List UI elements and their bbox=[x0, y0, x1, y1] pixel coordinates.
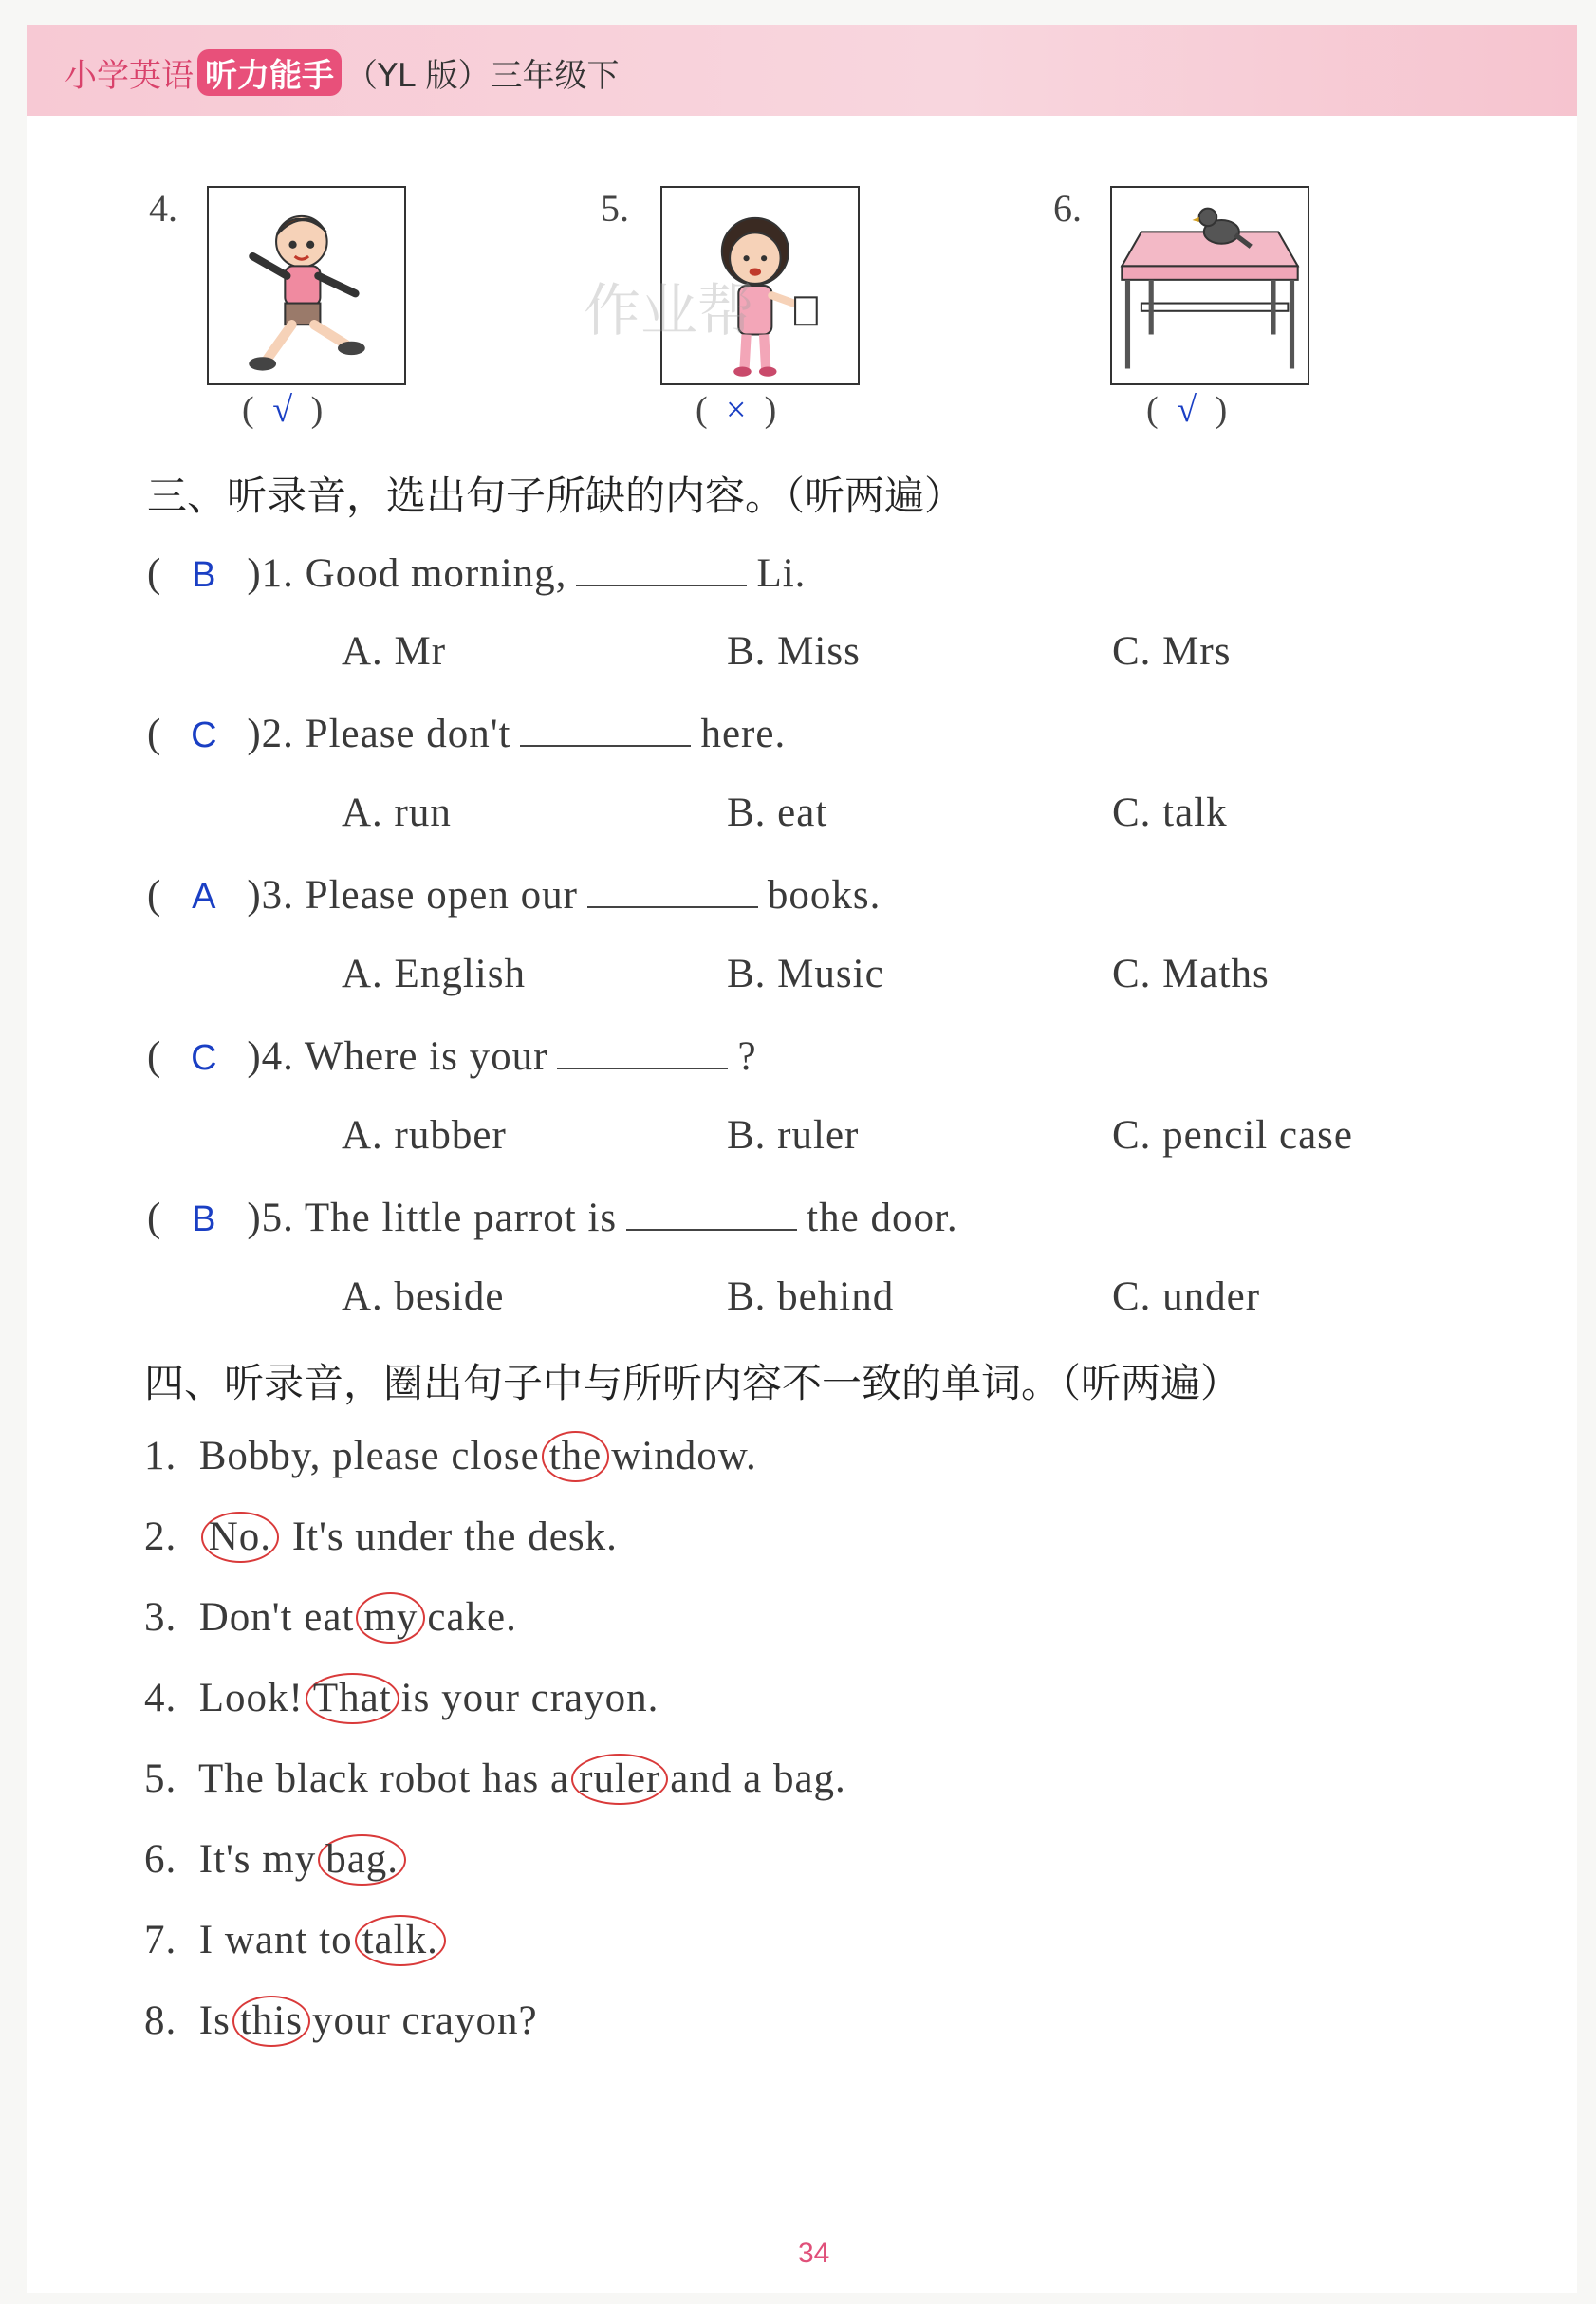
sentence-text: Don't eat bbox=[198, 1595, 355, 1640]
item-number: 2. bbox=[144, 1514, 177, 1559]
circled-word: my bbox=[356, 1592, 425, 1644]
section-3-title: 三、听录音，选出句子所缺的内容。（听两遍） bbox=[147, 473, 965, 519]
sentence-text-end: cake. bbox=[427, 1595, 517, 1640]
question-text: Please don't bbox=[305, 712, 511, 756]
sentence-text: Look! bbox=[198, 1676, 304, 1720]
picture-number: 6. bbox=[1053, 187, 1082, 230]
option-c: C. pencil case bbox=[1112, 1113, 1353, 1158]
item-number: 1. bbox=[144, 1434, 177, 1478]
sentence-text-end: It's under the desk. bbox=[291, 1514, 618, 1559]
item-number: 5. bbox=[144, 1756, 177, 1801]
circled-word: No. bbox=[201, 1512, 279, 1563]
question-1: ( B )1. Good morning, Li. bbox=[147, 548, 806, 597]
answer: C bbox=[191, 715, 218, 755]
sentence-text-end: your crayon? bbox=[311, 1998, 538, 2043]
sentence-text: I want to bbox=[198, 1918, 353, 1962]
option-c: C. under bbox=[1112, 1274, 1261, 1319]
book-edition: （YL 版）三年级下 bbox=[345, 57, 620, 95]
question-number: )3. bbox=[247, 873, 294, 918]
question-5: ( B )5. The little parrot is the door. bbox=[147, 1193, 958, 1241]
option-b: B. behind bbox=[727, 1274, 895, 1319]
question-text: The little parrot is bbox=[304, 1196, 618, 1240]
option-b: B. ruler bbox=[727, 1113, 860, 1158]
sentence-5 bbox=[144, 1754, 846, 1805]
page-header bbox=[27, 25, 1577, 116]
sentence-8 bbox=[144, 1996, 538, 2047]
question-text: Please open our bbox=[305, 873, 578, 918]
book-title-prefix: 小学英语 bbox=[65, 57, 194, 95]
answer: A bbox=[192, 877, 217, 917]
answer: B bbox=[192, 555, 217, 595]
answer: B bbox=[192, 1199, 217, 1239]
judgement-1: ( √ ) bbox=[242, 390, 324, 430]
circled-word: talk. bbox=[355, 1915, 446, 1966]
circled-word: That bbox=[306, 1673, 399, 1724]
picture-number: 4. bbox=[149, 187, 177, 230]
section-4-title: 四、听录音，圈出句子中与所听内容不一致的单词。（听两遍） bbox=[144, 1360, 1241, 1406]
option-a: A. Mr bbox=[342, 629, 447, 674]
sentence-text: It's my bbox=[198, 1837, 317, 1882]
page-number: 34 bbox=[798, 2238, 830, 2269]
sentence-2 bbox=[144, 1512, 618, 1563]
cross-mark: × bbox=[725, 390, 747, 430]
sentence-text-end: is your crayon. bbox=[400, 1676, 659, 1720]
sentence-7 bbox=[144, 1915, 448, 1966]
question-text-end: here. bbox=[700, 712, 787, 756]
item-number: 7. bbox=[144, 1918, 177, 1962]
option-a: A. run bbox=[342, 790, 452, 835]
item-number: 8. bbox=[144, 1998, 177, 2043]
sentence-1 bbox=[144, 1431, 757, 1482]
sentence-text: Is bbox=[198, 1998, 231, 2043]
question-number: )2. bbox=[247, 712, 294, 756]
sentence-3 bbox=[144, 1592, 517, 1644]
question-text-end: the door. bbox=[807, 1196, 958, 1240]
sentence-text-end: and a bag. bbox=[670, 1756, 846, 1801]
question-number: )4. bbox=[247, 1034, 294, 1079]
question-text: Where is your bbox=[304, 1034, 548, 1079]
judgement-3: ( √ ) bbox=[1146, 390, 1228, 430]
item-number: 4. bbox=[144, 1676, 177, 1720]
question-text-end: ? bbox=[737, 1034, 757, 1079]
option-c: C. Maths bbox=[1112, 952, 1270, 996]
question-3: ( A )3. Please open our books. bbox=[147, 870, 881, 919]
option-b: B. Music bbox=[727, 952, 884, 996]
sentence-4 bbox=[144, 1673, 659, 1724]
picture-number: 5. bbox=[601, 187, 629, 230]
blank-line bbox=[557, 1031, 728, 1069]
question-text-end: Li. bbox=[756, 551, 807, 596]
question-2: ( C )2. Please don't here. bbox=[147, 709, 786, 757]
option-b: B. eat bbox=[727, 790, 828, 835]
blank-line bbox=[576, 548, 747, 586]
bird-on-table-icon bbox=[1110, 186, 1309, 385]
question-number: )5. bbox=[247, 1196, 294, 1240]
option-a: A. English bbox=[342, 952, 526, 996]
answer: C bbox=[191, 1038, 218, 1078]
item-number: 6. bbox=[144, 1837, 177, 1882]
question-number: )1. bbox=[247, 551, 294, 596]
question-4: ( C )4. Where is your ? bbox=[147, 1031, 757, 1080]
blank-line bbox=[520, 709, 691, 747]
running-boy-icon bbox=[207, 186, 406, 385]
circled-word: bag. bbox=[318, 1834, 406, 1886]
circled-word: the bbox=[542, 1431, 610, 1482]
check-mark: √ bbox=[1177, 390, 1197, 430]
option-c: C. talk bbox=[1112, 790, 1228, 835]
circled-word: this bbox=[232, 1996, 310, 2047]
check-mark: √ bbox=[272, 390, 293, 430]
question-text: Good morning, bbox=[305, 551, 567, 596]
item-number: 3. bbox=[144, 1595, 177, 1640]
option-a: A. rubber bbox=[342, 1113, 507, 1158]
brand-logo: 听力能手 bbox=[197, 49, 342, 96]
option-a: A. beside bbox=[342, 1274, 505, 1319]
blank-line bbox=[626, 1193, 797, 1231]
sentence-text: The black robot has a bbox=[197, 1756, 570, 1801]
blank-line bbox=[587, 870, 758, 908]
sentence-6 bbox=[144, 1834, 408, 1886]
circled-word: ruler bbox=[571, 1754, 668, 1805]
girl-with-cup-icon bbox=[660, 186, 860, 385]
option-c: C. Mrs bbox=[1112, 629, 1232, 674]
watermark: 作业帮 bbox=[584, 278, 754, 344]
option-b: B. Miss bbox=[727, 629, 861, 674]
sentence-text-end: window. bbox=[611, 1434, 757, 1478]
question-text-end: books. bbox=[767, 873, 882, 918]
book-title bbox=[65, 49, 620, 96]
judgement-2: ( × ) bbox=[696, 390, 777, 430]
sentence-text: Bobby, please close bbox=[198, 1434, 540, 1478]
